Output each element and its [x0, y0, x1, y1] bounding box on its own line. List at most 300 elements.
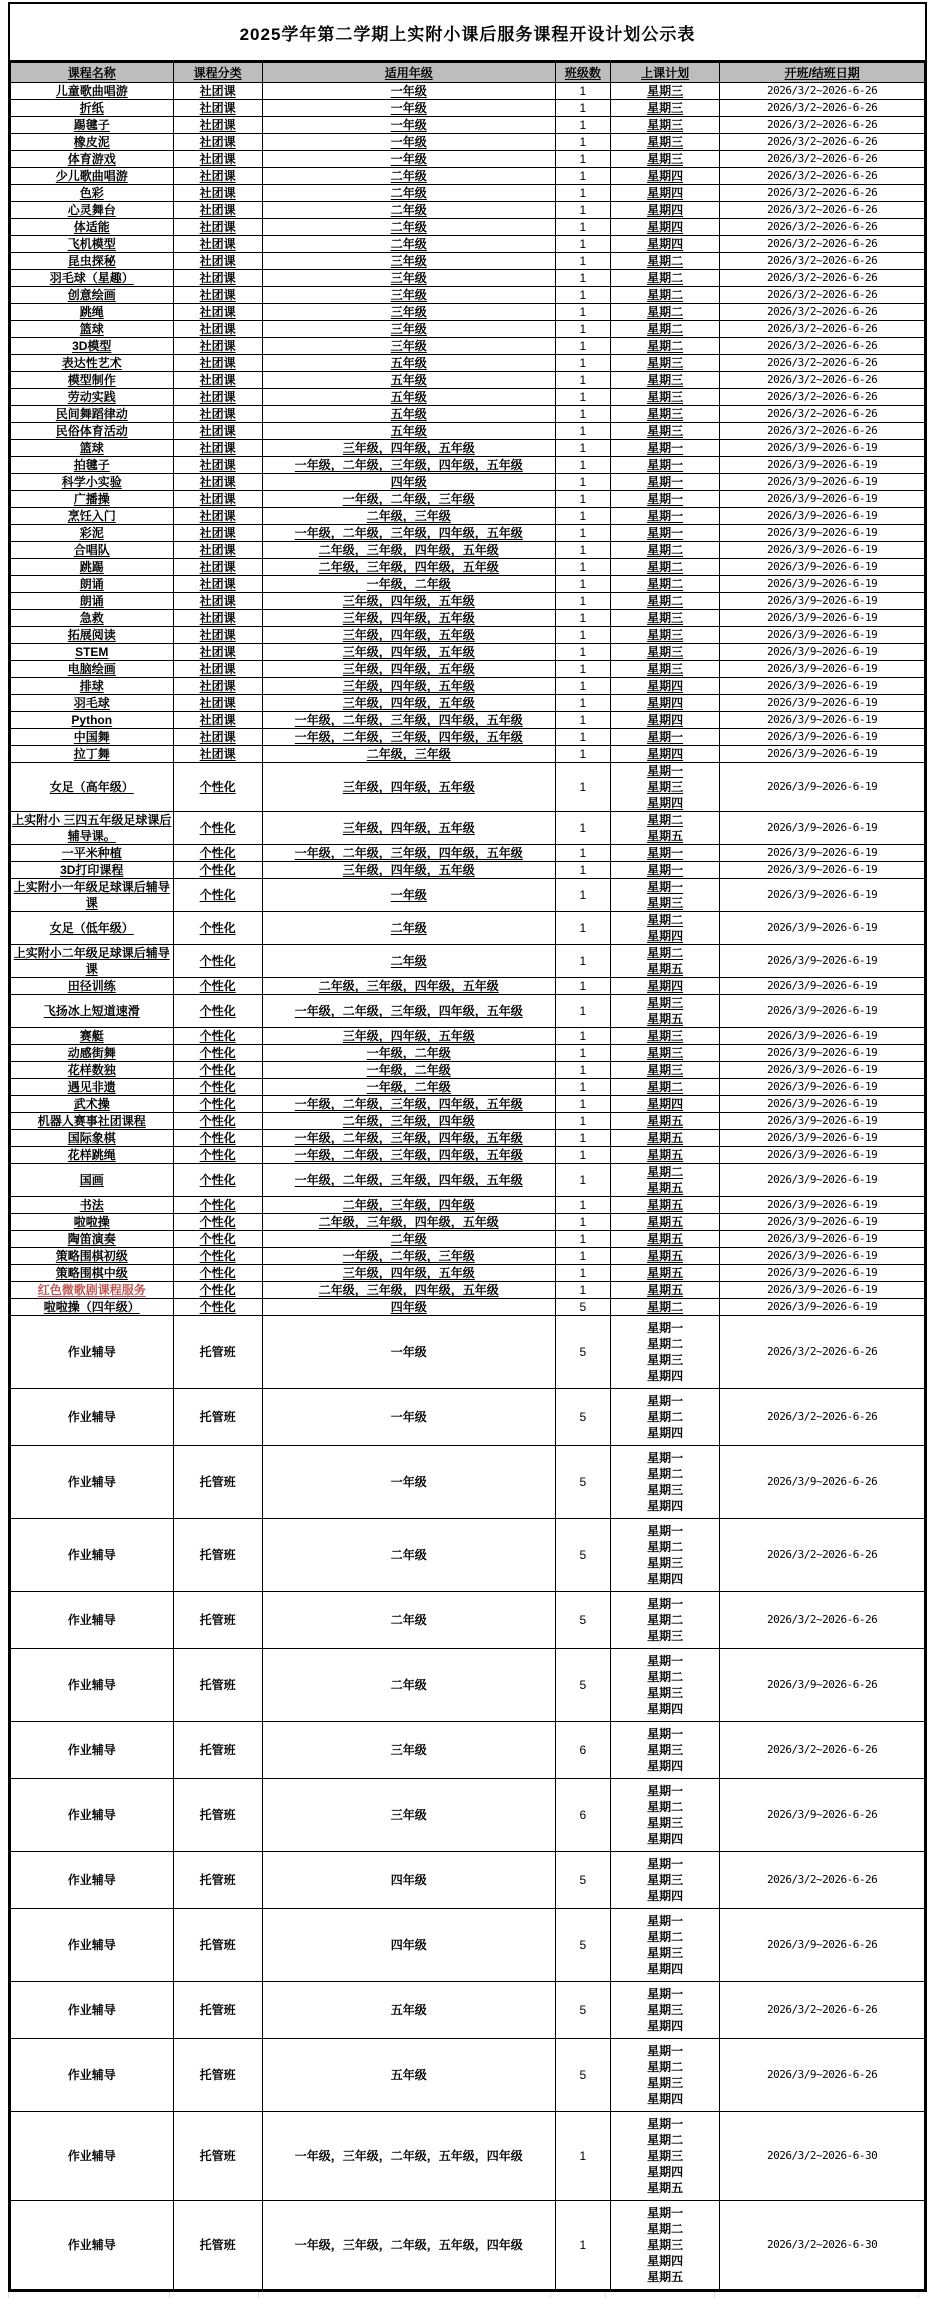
header-cell-class-count: 班级数	[555, 63, 610, 83]
course-category-cell: 托管班	[173, 2039, 262, 2112]
grades-cell: 二年级	[262, 1519, 555, 1592]
dates-cell: 2026/3/9~2026-6-19	[720, 678, 925, 695]
class-count-cell: 1	[555, 542, 610, 559]
grades-cell: 一年级	[262, 1316, 555, 1389]
table-row	[11, 1649, 925, 1722]
table-row	[11, 1592, 925, 1649]
dates-cell: 2026/3/9~2026-6-19	[720, 576, 925, 593]
class-count-cell: 1	[555, 695, 610, 712]
table-row	[11, 525, 925, 542]
schedule-cell: 星期一 星期三 星期四	[610, 1982, 719, 2039]
dates-cell: 2026/3/9~2026-6-19	[720, 1130, 925, 1147]
course-category-cell: 社团课	[173, 134, 262, 151]
course-name-cell: 拉丁舞	[11, 746, 174, 763]
schedule-cell: 星期一 星期三 星期四	[610, 763, 719, 812]
empty-grid-cell	[606, 2292, 715, 2298]
table-row	[11, 83, 925, 100]
course-category-cell: 社团课	[173, 253, 262, 270]
grades-cell: 一年级	[262, 151, 555, 168]
course-name-cell: 羽毛球（星趣）	[11, 270, 174, 287]
class-count-cell: 5	[555, 1519, 610, 1592]
class-count-cell: 1	[555, 712, 610, 729]
schedule-cell: 星期三	[610, 1045, 719, 1062]
schedule-cell: 星期二 星期五	[610, 1164, 719, 1197]
course-category-cell: 社团课	[173, 270, 262, 287]
class-count-cell: 1	[555, 253, 610, 270]
grades-cell: 三年级，四年级，五年级	[262, 593, 555, 610]
class-count-cell: 1	[555, 945, 610, 978]
table-row	[11, 593, 925, 610]
course-name-cell: 排球	[11, 678, 174, 695]
course-category-cell: 社团课	[173, 372, 262, 389]
course-category-cell: 个性化	[173, 1028, 262, 1045]
table-row	[11, 862, 925, 879]
course-category-cell: 个性化	[173, 1130, 262, 1147]
table-row	[11, 661, 925, 678]
table-row	[11, 236, 925, 253]
table-row	[11, 1389, 925, 1446]
grades-cell: 三年级，四年级，五年级	[262, 1265, 555, 1282]
course-name-cell: 上实附小一年级足球课后辅导课	[11, 879, 174, 912]
class-count-cell: 1	[555, 134, 610, 151]
course-name-cell: 遇见非遗	[11, 1079, 174, 1096]
course-category-cell: 个性化	[173, 763, 262, 812]
course-name-cell: 3D模型	[11, 338, 174, 355]
table-row	[11, 627, 925, 644]
class-count-cell: 5	[555, 1982, 610, 2039]
table-row	[11, 406, 925, 423]
class-count-cell: 1	[555, 423, 610, 440]
dates-cell: 2026/3/2~2026-6-26	[720, 1592, 925, 1649]
course-name-cell: 色彩	[11, 185, 174, 202]
schedule-cell: 星期二 星期五	[610, 812, 719, 845]
table-row	[11, 1079, 925, 1096]
grades-cell: 二年级	[262, 185, 555, 202]
grades-cell: 二年级	[262, 219, 555, 236]
dates-cell: 2026/3/9~2026-6-19	[720, 508, 925, 525]
class-count-cell: 1	[555, 978, 610, 995]
grades-cell: 一年级，二年级，三年级，四年级，五年级	[262, 712, 555, 729]
course-name-cell: 篮球	[11, 321, 174, 338]
course-name-cell: 体适能	[11, 219, 174, 236]
dates-cell: 2026/3/2~2026-6-26	[720, 1519, 925, 1592]
course-category-cell: 社团课	[173, 219, 262, 236]
dates-cell: 2026/3/9~2026-6-19	[720, 812, 925, 845]
dates-cell: 2026/3/2~2026-6-30	[720, 2201, 925, 2290]
schedule-cell: 星期三	[610, 117, 719, 134]
dates-cell: 2026/3/9~2026-6-19	[720, 1079, 925, 1096]
course-category-cell: 社团课	[173, 525, 262, 542]
course-category-cell: 社团课	[173, 202, 262, 219]
class-count-cell: 5	[555, 1316, 610, 1389]
schedule-cell: 星期一	[610, 474, 719, 491]
course-name-cell: 作业辅导	[11, 1446, 174, 1519]
class-count-cell: 1	[555, 151, 610, 168]
course-category-cell: 个性化	[173, 1248, 262, 1265]
class-count-cell: 1	[555, 812, 610, 845]
grades-cell: 三年级	[262, 304, 555, 321]
dates-cell: 2026/3/2~2026-6-26	[720, 321, 925, 338]
table-row	[11, 644, 925, 661]
course-category-cell: 个性化	[173, 1147, 262, 1164]
table-row	[11, 474, 925, 491]
schedule-cell: 星期五	[610, 1282, 719, 1299]
grades-cell: 三年级	[262, 287, 555, 304]
grades-cell: 一年级，二年级，三年级	[262, 491, 555, 508]
table-row	[11, 168, 925, 185]
header-row	[11, 63, 925, 83]
class-count-cell: 1	[555, 406, 610, 423]
class-count-cell: 1	[555, 1265, 610, 1282]
class-count-cell: 1	[555, 185, 610, 202]
schedule-cell: 星期三	[610, 610, 719, 627]
schedule-cell: 星期五	[610, 1130, 719, 1147]
grades-cell: 二年级	[262, 1649, 555, 1722]
dates-cell: 2026/3/9~2026-6-26	[720, 1909, 925, 1982]
schedule-cell: 星期二 星期五	[610, 945, 719, 978]
grades-cell: 五年级	[262, 423, 555, 440]
grades-cell: 五年级	[262, 389, 555, 406]
dates-cell: 2026/3/9~2026-6-19	[720, 1282, 925, 1299]
table-row	[11, 995, 925, 1028]
course-name-cell: 作业辅导	[11, 1519, 174, 1592]
course-name-cell: 作业辅导	[11, 2201, 174, 2290]
dates-cell: 2026/3/2~2026-6-26	[720, 253, 925, 270]
table-row	[11, 1299, 925, 1316]
empty-grid	[8, 2292, 925, 2298]
dates-cell: 2026/3/9~2026-6-19	[720, 1045, 925, 1062]
class-count-cell: 1	[555, 2201, 610, 2290]
course-name-cell: 拍毽子	[11, 457, 174, 474]
grades-cell: 二年级，三年级	[262, 746, 555, 763]
header-cell-grades: 适用年级	[262, 63, 555, 83]
course-category-cell: 托管班	[173, 1909, 262, 1982]
grades-cell: 五年级	[262, 372, 555, 389]
class-count-cell: 1	[555, 576, 610, 593]
dates-cell: 2026/3/2~2026-6-26	[720, 219, 925, 236]
class-count-cell: 5	[555, 1592, 610, 1649]
dates-cell: 2026/3/9~2026-6-19	[720, 542, 925, 559]
grades-cell: 二年级	[262, 945, 555, 978]
grades-cell: 一年级，二年级，三年级，四年级，五年级	[262, 457, 555, 474]
table-row	[11, 423, 925, 440]
course-category-cell: 个性化	[173, 862, 262, 879]
schedule-cell: 星期三	[610, 83, 719, 100]
schedule-cell: 星期四	[610, 746, 719, 763]
schedule-cell: 星期四	[610, 219, 719, 236]
class-count-cell: 1	[555, 627, 610, 644]
dates-cell: 2026/3/9~2026-6-19	[720, 610, 925, 627]
schedule-cell: 星期一 星期二 星期三 星期四	[610, 1446, 719, 1519]
grades-cell: 一年级，二年级，三年级，四年级，五年级	[262, 1130, 555, 1147]
course-name-cell: 作业辅导	[11, 1649, 174, 1722]
course-name-cell: 急救	[11, 610, 174, 627]
table-row	[11, 1282, 925, 1299]
course-category-cell: 托管班	[173, 1446, 262, 1519]
course-name-cell: 作业辅导	[11, 1722, 174, 1779]
schedule-cell: 星期二 星期四	[610, 912, 719, 945]
course-name-cell: 武术操	[11, 1096, 174, 1113]
dates-cell: 2026/3/9~2026-6-19	[720, 491, 925, 508]
empty-grid-cell	[715, 2292, 919, 2298]
schedule-cell: 星期四	[610, 712, 719, 729]
class-count-cell: 6	[555, 1722, 610, 1779]
course-name-cell: 动感街舞	[11, 1045, 174, 1062]
dates-cell: 2026/3/9~2026-6-19	[720, 995, 925, 1028]
grades-cell: 三年级	[262, 338, 555, 355]
course-name-cell: 飞扬冰上短道速滑	[11, 995, 174, 1028]
grades-cell: 二年级	[262, 912, 555, 945]
schedule-cell: 星期一 星期二 星期四	[610, 1389, 719, 1446]
grades-cell: 一年级	[262, 1446, 555, 1519]
course-category-cell: 托管班	[173, 2201, 262, 2290]
grades-cell: 一年级，二年级	[262, 1045, 555, 1062]
course-category-cell: 社团课	[173, 83, 262, 100]
schedule-cell: 星期二	[610, 338, 719, 355]
dates-cell: 2026/3/9~2026-6-19	[720, 845, 925, 862]
course-name-cell: 女足（高年级）	[11, 763, 174, 812]
class-count-cell: 1	[555, 389, 610, 406]
dates-cell: 2026/3/2~2026-6-26	[720, 406, 925, 423]
course-category-cell: 社团课	[173, 627, 262, 644]
class-count-cell: 1	[555, 729, 610, 746]
schedule-cell: 星期五	[610, 1197, 719, 1214]
table-row	[11, 202, 925, 219]
dates-cell: 2026/3/2~2026-6-26	[720, 1852, 925, 1909]
class-count-cell: 1	[555, 995, 610, 1028]
grades-cell: 一年级，三年级，二年级，五年级，四年级	[262, 2112, 555, 2201]
course-name-cell: 表达性艺术	[11, 355, 174, 372]
table-row	[11, 812, 925, 845]
course-name-cell: 跳踢	[11, 559, 174, 576]
grades-cell: 二年级	[262, 1592, 555, 1649]
course-category-cell: 个性化	[173, 945, 262, 978]
course-name-cell: 篮球	[11, 440, 174, 457]
grades-cell: 二年级	[262, 168, 555, 185]
course-category-cell: 社团课	[173, 712, 262, 729]
course-category-cell: 个性化	[173, 1062, 262, 1079]
table-row	[11, 1519, 925, 1592]
grades-cell: 一年级	[262, 134, 555, 151]
course-name-cell: 书法	[11, 1197, 174, 1214]
grades-cell: 四年级	[262, 474, 555, 491]
class-count-cell: 1	[555, 270, 610, 287]
schedule-cell: 星期四	[610, 978, 719, 995]
class-count-cell: 1	[555, 2112, 610, 2201]
dates-cell: 2026/3/9~2026-6-19	[720, 661, 925, 678]
grades-cell: 一年级	[262, 117, 555, 134]
course-name-cell: 跳绳	[11, 304, 174, 321]
grades-cell: 一年级	[262, 83, 555, 100]
course-name-cell: 中国舞	[11, 729, 174, 746]
course-category-cell: 社团课	[173, 304, 262, 321]
grades-cell: 三年级	[262, 1722, 555, 1779]
course-name-cell: 作业辅导	[11, 1316, 174, 1389]
course-category-cell: 个性化	[173, 845, 262, 862]
table-row	[11, 338, 925, 355]
grades-cell: 五年级	[262, 406, 555, 423]
grades-cell: 三年级，四年级，五年级	[262, 678, 555, 695]
schedule-cell: 星期二	[610, 576, 719, 593]
grades-cell: 一年级，二年级，三年级，四年级，五年级	[262, 845, 555, 862]
course-category-cell: 个性化	[173, 1079, 262, 1096]
grades-cell: 三年级，四年级，五年级	[262, 812, 555, 845]
course-category-cell: 个性化	[173, 1265, 262, 1282]
schedule-cell: 星期三	[610, 1062, 719, 1079]
class-count-cell: 1	[555, 287, 610, 304]
course-name-cell: 拓展阅读	[11, 627, 174, 644]
dates-cell: 2026/3/9~2026-6-19	[720, 559, 925, 576]
class-count-cell: 1	[555, 1062, 610, 1079]
class-count-cell: 1	[555, 457, 610, 474]
table-row	[11, 457, 925, 474]
grades-cell: 一年级，二年级	[262, 576, 555, 593]
schedule-cell: 星期一	[610, 508, 719, 525]
schedule-cell: 星期二	[610, 593, 719, 610]
course-name-cell: STEM	[11, 644, 174, 661]
schedule-cell: 星期五	[610, 1113, 719, 1130]
class-count-cell: 1	[555, 321, 610, 338]
class-count-cell: 1	[555, 763, 610, 812]
dates-cell: 2026/3/9~2026-6-19	[720, 1214, 925, 1231]
course-category-cell: 社团课	[173, 406, 262, 423]
schedule-cell: 星期三	[610, 661, 719, 678]
schedule-cell: 星期二	[610, 270, 719, 287]
dates-cell: 2026/3/9~2026-6-19	[720, 945, 925, 978]
dates-cell: 2026/3/9~2026-6-19	[720, 1028, 925, 1045]
schedule-cell: 星期二	[610, 253, 719, 270]
course-category-cell: 社团课	[173, 576, 262, 593]
table-row	[11, 542, 925, 559]
course-name-cell: 少儿歌曲唱游	[11, 168, 174, 185]
class-count-cell: 1	[555, 219, 610, 236]
class-count-cell: 1	[555, 491, 610, 508]
table-row	[11, 1446, 925, 1519]
course-name-cell: 田径训练	[11, 978, 174, 995]
grades-cell: 三年级	[262, 253, 555, 270]
schedule-cell: 星期一 星期二 星期三 星期四	[610, 1649, 719, 1722]
class-count-cell: 1	[555, 236, 610, 253]
schedule-cell: 星期一 星期三	[610, 879, 719, 912]
class-count-cell: 5	[555, 1446, 610, 1519]
schedule-cell: 星期五	[610, 1231, 719, 1248]
class-count-cell: 1	[555, 372, 610, 389]
schedule-cell: 星期三	[610, 644, 719, 661]
schedule-cell: 星期四	[610, 695, 719, 712]
course-name-cell: 一平米种植	[11, 845, 174, 862]
table-row	[11, 978, 925, 995]
table-row	[11, 1909, 925, 1982]
table-row	[11, 1096, 925, 1113]
schedule-cell: 星期三	[610, 100, 719, 117]
grades-cell: 一年级，二年级，三年级，四年级，五年级	[262, 1164, 555, 1197]
course-table-body	[11, 83, 925, 2290]
course-category-cell: 社团课	[173, 236, 262, 253]
schedule-cell: 星期四	[610, 185, 719, 202]
schedule-cell: 星期一 星期二 星期三 星期四	[610, 2039, 719, 2112]
course-name-cell: 上实附小 三四五年级足球课后辅导课。	[12, 813, 172, 843]
grades-cell: 三年级，四年级，五年级	[262, 440, 555, 457]
course-name-cell: 合唱队	[11, 542, 174, 559]
dates-cell: 2026/3/9~2026-6-19	[720, 627, 925, 644]
course-name-cell: 机器人赛事社团课程	[11, 1113, 174, 1130]
course-name-cell: 作业辅导	[11, 1592, 174, 1649]
course-name-cell: 策略围棋中级	[11, 1265, 174, 1282]
grades-cell: 三年级，四年级，五年级	[262, 627, 555, 644]
course-category-cell: 社团课	[173, 355, 262, 372]
table-row	[11, 2201, 925, 2290]
course-category-cell: 个性化	[173, 1214, 262, 1231]
class-count-cell: 5	[555, 1649, 610, 1722]
course-name-cell: 橡皮泥	[11, 134, 174, 151]
course-category-cell: 社团课	[173, 542, 262, 559]
dates-cell: 2026/3/2~2026-6-26	[720, 151, 925, 168]
class-count-cell: 1	[555, 1113, 610, 1130]
schedule-cell: 星期一 星期二 星期三 星期四	[610, 1909, 719, 1982]
course-name-cell: 朗诵	[11, 576, 174, 593]
course-category-cell: 个性化	[173, 1096, 262, 1113]
dates-cell: 2026/3/9~2026-6-26	[720, 1779, 925, 1852]
table-row	[11, 1722, 925, 1779]
schedule-cell: 星期三	[610, 1028, 719, 1045]
course-category-cell: 社团课	[173, 168, 262, 185]
schedule-cell: 星期五	[610, 1214, 719, 1231]
course-name-cell: 羽毛球	[11, 695, 174, 712]
course-category-cell: 社团课	[173, 593, 262, 610]
dates-cell: 2026/3/9~2026-6-19	[720, 1248, 925, 1265]
schedule-cell: 星期一 星期二 星期三 星期四	[610, 1779, 719, 1852]
notice-sheet	[8, 2, 927, 2292]
class-count-cell: 5	[555, 1299, 610, 1316]
grades-cell: 四年级	[262, 1852, 555, 1909]
course-category-cell: 社团课	[173, 559, 262, 576]
grades-cell: 三年级，四年级，五年级	[262, 610, 555, 627]
grades-cell: 二年级，三年级，四年级，五年级	[262, 542, 555, 559]
class-count-cell: 1	[555, 100, 610, 117]
class-count-cell: 1	[555, 1079, 610, 1096]
course-category-cell: 托管班	[173, 1852, 262, 1909]
table-row	[11, 117, 925, 134]
table-row	[11, 1231, 925, 1248]
class-count-cell: 1	[555, 644, 610, 661]
header-cell-course-name: 课程名称	[11, 63, 174, 83]
dates-cell: 2026/3/9~2026-6-19	[720, 644, 925, 661]
dates-cell: 2026/3/9~2026-6-19	[720, 862, 925, 879]
grades-cell: 二年级，三年级，四年级	[262, 1197, 555, 1214]
grades-cell: 五年级	[262, 355, 555, 372]
table-row	[11, 1045, 925, 1062]
dates-cell: 2026/3/2~2026-6-26	[720, 389, 925, 406]
table-row	[11, 945, 925, 978]
table-row	[11, 185, 925, 202]
table-row	[11, 610, 925, 627]
table-row	[11, 1164, 925, 1197]
dates-cell: 2026/3/9~2026-6-19	[720, 1147, 925, 1164]
course-category-cell: 个性化	[173, 912, 262, 945]
table-row	[11, 678, 925, 695]
course-category-cell: 社团课	[173, 474, 262, 491]
class-count-cell: 1	[555, 879, 610, 912]
grades-cell: 三年级，四年级，五年级	[262, 862, 555, 879]
dates-cell: 2026/3/9~2026-6-26	[720, 2039, 925, 2112]
course-category-cell: 社团课	[173, 389, 262, 406]
dates-cell: 2026/3/9~2026-6-19	[720, 695, 925, 712]
course-name-cell: 作业辅导	[11, 1389, 174, 1446]
course-category-cell: 社团课	[173, 678, 262, 695]
table-row	[11, 1214, 925, 1231]
course-category-cell: 个性化	[173, 1282, 262, 1299]
table-row	[11, 1248, 925, 1265]
